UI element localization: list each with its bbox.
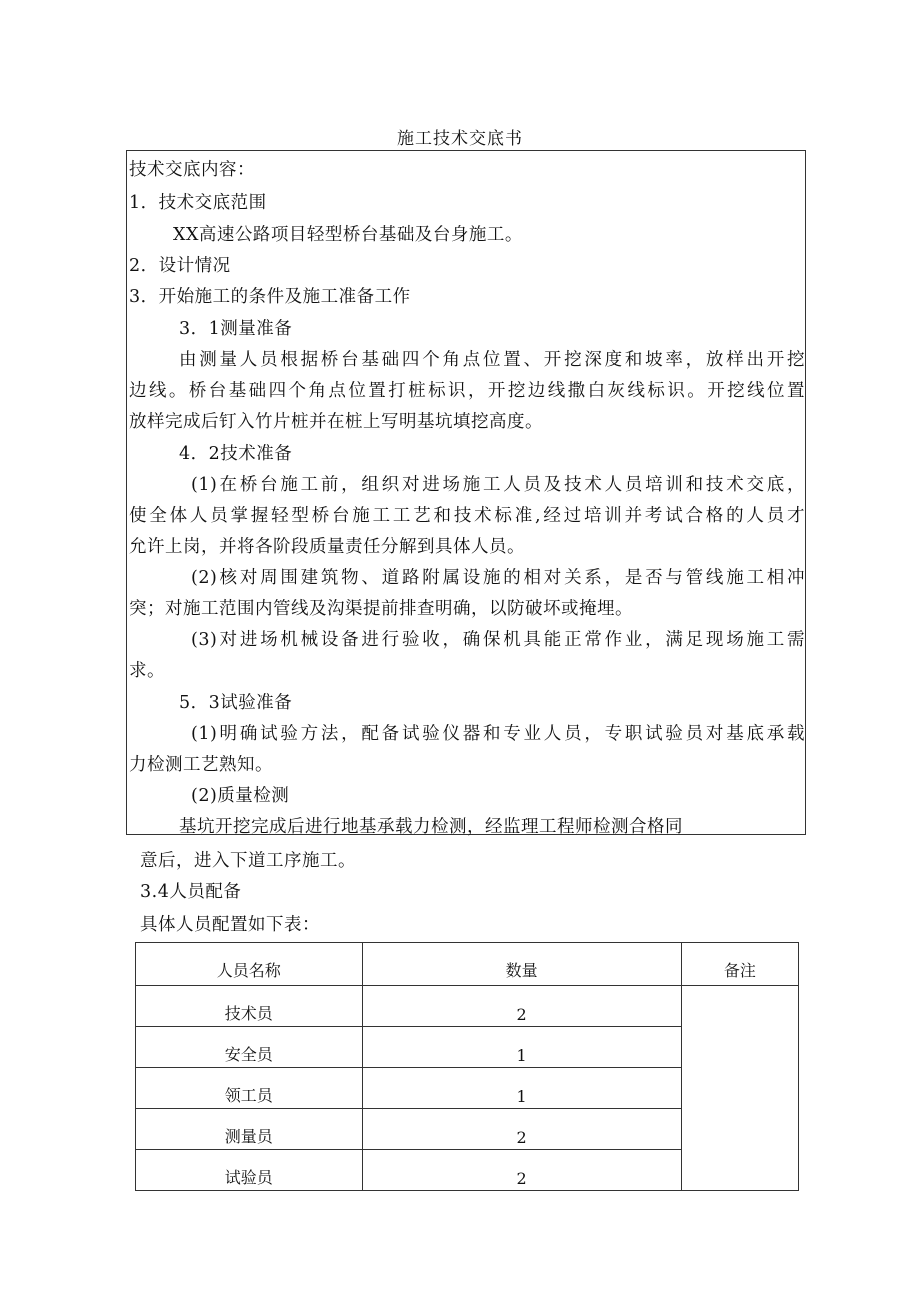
section-3-1-title: 3．1测量准备 xyxy=(179,319,293,339)
section-1-body: XX高速公路项目轻型桥台基础及台身施工。 xyxy=(173,225,523,245)
survey-text-line-1: 由测量人员根据桥台基础四个角点位置、开挖深度和坡率，放样出开挖 xyxy=(179,350,805,370)
section-3-4-title: 3.4人员配备 xyxy=(140,882,242,902)
section-5-3-title: 5．3试验准备 xyxy=(179,693,293,713)
staff-quantity: 1 xyxy=(362,1068,681,1109)
disclosure-content-box xyxy=(126,150,806,835)
section-4-2-title: 4．2技术准备 xyxy=(179,444,293,464)
tech-item-2-line-1: (2)核对周围建筑物、道路附属设施的相对关系，是否与管线施工相冲 xyxy=(191,568,805,588)
staff-quantity: 2 xyxy=(362,986,681,1027)
staff-name: 领工员 xyxy=(136,1068,363,1109)
test-item-1-line-2: 力检测工艺熟知。 xyxy=(129,755,273,775)
tech-item-3-line-1: (3)对进场机械设备进行验收，确保机具能正常作业，满足现场施工需 xyxy=(191,630,805,650)
header-quantity: 数量 xyxy=(362,943,681,986)
staff-name: 安全员 xyxy=(136,1027,363,1068)
tech-item-1-line-2: 使全体人员掌握轻型桥台施工工艺和技术标准,经过培训并考试合格的人员才 xyxy=(129,506,805,526)
staff-quantity: 2 xyxy=(362,1109,681,1150)
tech-item-2-line-2: 突；对施工范围内管线及沟渠提前排查明确，以防破坏或掩埋。 xyxy=(129,599,633,619)
staff-table xyxy=(135,942,799,1191)
document-title: 施工技术交底书 xyxy=(397,129,523,149)
survey-text-line-3: 放样完成后钉入竹片桩并在桩上写明基坑填挖高度。 xyxy=(129,412,543,432)
tech-item-1-line-1: (1)在桥台施工前，组织对进场施工人员及技术人员培训和技术交底， xyxy=(191,475,805,495)
content-heading: 技术交底内容： xyxy=(129,160,255,180)
staff-quantity: 2 xyxy=(362,1150,681,1191)
table-intro: 具体人员配置如下表： xyxy=(140,915,320,935)
test-item-1-line-1: (1)明确试验方法，配备试验仪器和专业人员，专职试验员对基底承载 xyxy=(191,724,805,744)
staff-quantity: 1 xyxy=(362,1027,681,1068)
tech-item-1-line-3: 允许上岗，并将各阶段质量责任分解到具体人员。 xyxy=(129,537,525,557)
section-1-title: 1．技术交底范围 xyxy=(129,193,267,213)
remark-cell xyxy=(681,986,798,1191)
section-3-title: 3．开始施工的条件及施工准备工作 xyxy=(129,287,411,307)
header-name: 人员名称 xyxy=(136,943,363,986)
staff-name: 技术员 xyxy=(136,986,363,1027)
table-header-row xyxy=(136,943,799,986)
test-item-2-title: (2)质量检测 xyxy=(191,786,290,806)
survey-text-line-2: 边线。桥台基础四个角点位置打桩标识，开挖边线撒白灰线标识。开挖线位置 xyxy=(129,381,805,401)
section-2-title: 2．设计情况 xyxy=(129,256,231,276)
table-row xyxy=(136,986,799,1027)
header-remark: 备注 xyxy=(681,943,798,986)
staff-name: 试验员 xyxy=(136,1150,363,1191)
staff-name: 测量员 xyxy=(136,1109,363,1150)
tech-item-3-line-2: 求。 xyxy=(129,661,165,681)
continuation-line: 意后，进入下道工序施工。 xyxy=(140,851,356,871)
test-item-2-line-1: 基坑开挖完成后进行地基承载力检测，经监理工程师检测合格同 xyxy=(179,817,683,837)
